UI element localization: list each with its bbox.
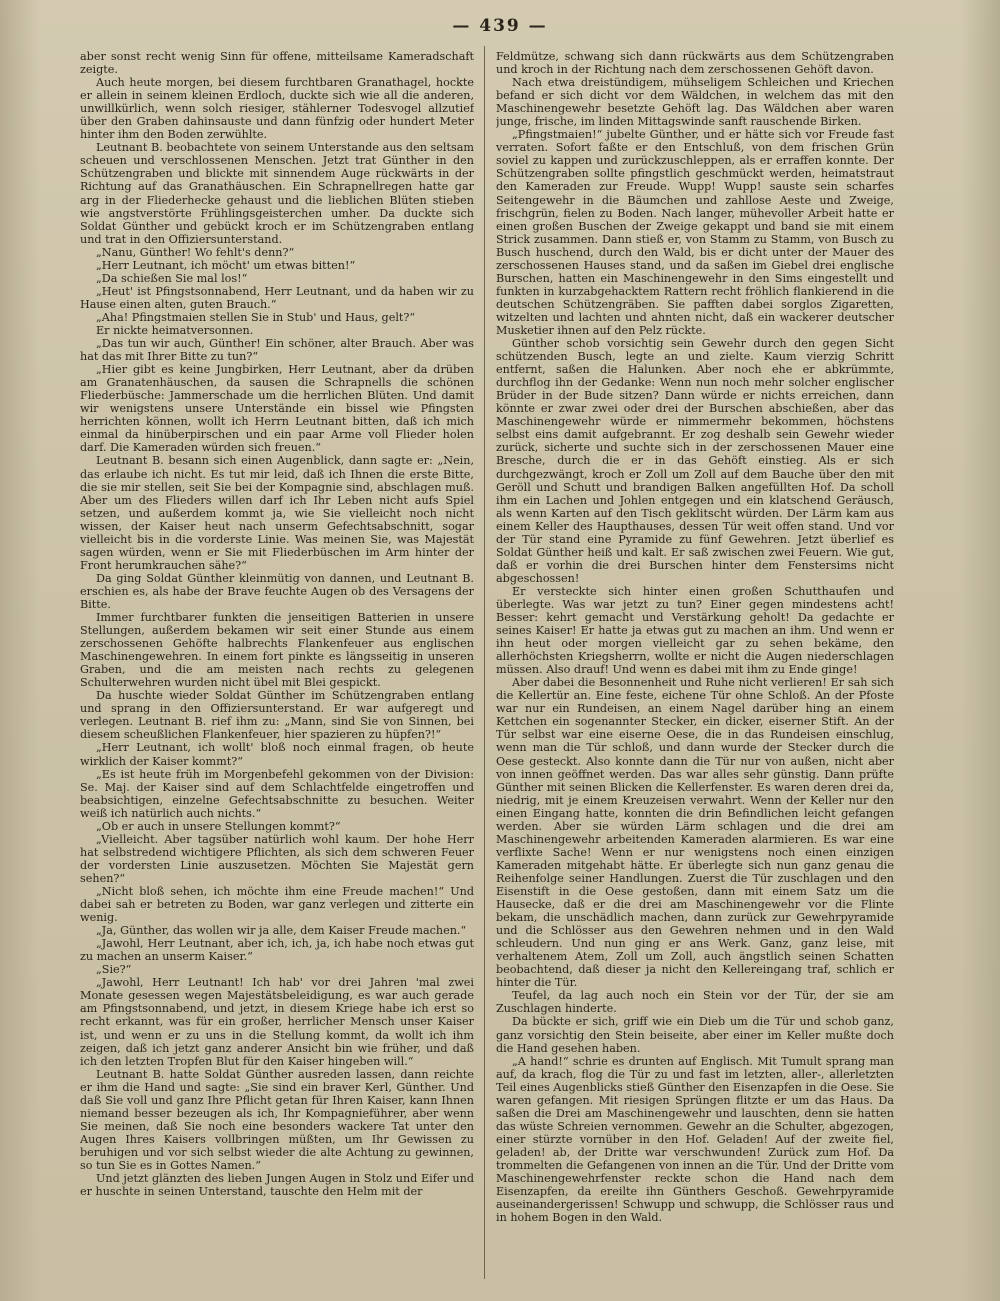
paragraph: „Ob er auch in unsere Stellungen kommt?“: [96, 819, 341, 833]
paragraph: Immer furchtbarer funkten die jenseitigen Batterien in unsere Stellungen, außerdem bekamen wir seit einer Stunde aus einem zerschossenen Gehöfte halbrechts Flankenfeuer aus englischen Maschinengewehren. In einem fort pinkte es längsseitig in unseren Graben, und die am meisten nach rechts zu gelegenen Schulterwehren wurden nicht übel mit Blei gespickt.: [80, 611, 474, 690]
column-divider: [484, 46, 485, 1279]
paragraph: Auch heute morgen, bei diesem furchtbaren Granathagel, hockte er allein in seinem kleinen Erdloch, duckte sich wie all die anderen, unwillkürlich, wenn solch riesiger, stählerner Todesvogel allzutief über den Graben dahinsauste und dann fünfzig oder hundert Meter hinter ihm den Boden zerwühlte.: [80, 76, 474, 142]
paragraph: Und jetzt glänzten des lieben Jungen Augen in Stolz und Eifer und er huschte in seinen Unterstand, tauschte den Helm mit der: [80, 1172, 474, 1199]
page-shadow-right: [960, 0, 1000, 1301]
paragraph: Aber dabei die Besonnenheit und Ruhe nicht verlieren! Er sah sich die Kellertür an. Eine feste, eichene Tür ohne Schloß. An der Pfoste war nur ein Rundeisen, an einem Nagel darüber hing an einem Kettchen ein sogenannter Stecker, ein dicker, eiserner Stift. An der Tür selbst war eine eiserne Oese, die in das Rundeisen einschlug, wenn man die Tür schloß, und dann wurde der Stecker durch die Oese gesteckt. Also konnte dann die Tür nur von außen, nicht aber von innen geöffnet werden. Das war alles sehr günstig. Dann prüfte Günther mit seinen Blicken die Kellerfenster. Es waren deren drei da, niedrig, mit je einem Kreuzeisen verwahrt. Wenn der Keller nur den einen Eingang hatte, konnten die drin Befindlichen leicht gefangen werden. Aber sie würden Lärm schlagen und die drei am Maschinengewehr arbeitenden Kameraden alarmieren. Es war eine verflixte Sache! Wenn er nur wenigstens noch einen einzigen Kameraden mitgehabt hätte. Er überlegte sich nun ganz genau die Reihenfolge seiner Handlungen. Zuerst die Tür zuschlagen und den Eisenstift in die Oese gestoßen, dann mit einem Satz um die Hausecke, daß er die drei am Maschinengewehr vor die Flinte bekam, die unschädlich machen, dann zurück zur Gewehrpyramide und die Schlösser aus den Gewehren nehmen und in den Wald schleudern. Und nun ging er ans Werk. Ganz, ganz leise, mit verhaltenem Atem, Zoll um Zoll, auch ängstlich seinen Schatten beobachtend, daß dieser ja nicht den Kellereingang traf, schlich er hinter die Tür.: [496, 676, 894, 990]
paragraph: „Jawohl, Herr Leutnant, aber ich, ich, ja, ich habe noch etwas gut zu machen an unserm Kaiser.“: [80, 937, 474, 964]
paragraph: „Es ist heute früh im Morgenbefehl gekommen von der Division: Se. Maj. der Kaiser sind auf dem Schlachtfelde eingetroffen und beabsichtigen, einzelne Gefechtsabschnitte zu besuchen. Weiter weiß ich natürlich auch nichts.“: [80, 767, 474, 820]
paragraph: Leutnant B. hatte Soldat Günther ausreden lassen, dann reichte er ihm die Hand und sagte: „Sie sind ein braver Kerl, Günther. Und daß Sie voll und ganz Ihre Pflicht getan für Ihren Kaiser, kann Ihnen niemand besser bezeugen als ich, Ihr Kompagnieführer, aber wenn Sie meinen, daß Sie noch eine besonders wackere Tat unter den Augen Ihres Kaisers vollbringen müßten, um Ihr Gewissen zu beruhigen und vor sich selbst wieder die alte Achtung zu gewinnen, so tun Sie es in Gottes Namen.“: [80, 1067, 474, 1172]
paragraph: „Aha! Pfingstmaien stellen Sie in Stub' und Haus, gelt?“: [96, 310, 416, 324]
paragraph: Teufel, da lag auch noch ein Stein vor der Tür, der sie am Zuschlagen hinderte.: [496, 989, 894, 1016]
paragraph: „Heut' ist Pfingstsonnabend, Herr Leutnant, und da haben wir zu Hause einen alten, guten Brauch.“: [80, 284, 474, 311]
paragraph: „Da schießen Sie mal los!“: [96, 271, 248, 285]
paragraph: „Das tun wir auch, Günther! Ein schöner, alter Brauch. Aber was hat das mit Ihrer Bitte zu tun?“: [80, 337, 474, 364]
paragraph: „Nanu, Günther! Wo fehlt's denn?“: [96, 245, 295, 259]
paragraph: „Herr Leutnant, ich wollt' bloß noch einmal fragen, ob heute wirklich der Kaiser kommt?“: [80, 741, 474, 768]
paragraph: Er nickte heimatversonnen.: [96, 323, 254, 337]
paragraph: Feldmütze, schwang sich dann rückwärts aus dem Schützengraben und kroch in der Richtung nach dem zerschossenen Gehöft davon.: [496, 50, 894, 77]
paragraph: „Ja, Günther, das wollen wir ja alle, dem Kaiser Freude machen.“: [96, 924, 467, 938]
right-column: [496, 50, 894, 1283]
paragraph: „Nicht bloß sehen, ich möchte ihm eine Freude machen!“ Und dabei sah er betreten zu Boden, war ganz verlegen und zitterte ein wenig.: [80, 885, 474, 925]
paragraph: Nach etwa dreistündigem, mühseligem Schleichen und Kriechen befand er sich dicht vor dem Wäldchen, in welchem das mit den Maschinengewehr besetzte Gehöft lag. Das Wäldchen aber waren junge, frische, im linden Mittagswinde sanft rauschende Birken.: [496, 76, 894, 129]
paragraph: „Hier gibt es keine Jungbirken, Herr Leutnant, aber da drüben am Granatenhäuschen, da sausen die Schrapnells die schönen Fliederbüsche: Jammerschade um die herrlichen Blüten. Und damit wir wenigstens unsere Unterstände ein bissel wie Pfingsten herrichten können, wollt ich Herrn Leutnant bitten, daß ich mich einmal da hinüberpirschen und ein paar Arme voll Flieder holen darf. Die Kameraden würden sich freuen.“: [80, 363, 474, 455]
paragraph: „Jawohl, Herr Leutnant! Ich hab' vor drei Jahren 'mal zwei Monate gesessen wegen Majestätsbeleidigung, es war auch gerade am Pfingstsonnabend, und jetzt, in diesem Kriege habe ich erst so recht erkannt, was für ein großer, herrlicher Mensch unser Kaiser ist, und wenn er zu uns in die Stellung kommt, da wollt ich ihm zeigen, daß ich jetzt ganz anderer Ansicht bin wie früher, und daß ich den letzten Tropfen Blut für den Kaiser hingeben will.“: [80, 976, 474, 1068]
paragraph: „Pfingstmaien!“ jubelte Günther, und er hätte sich vor Freude fast verraten. Sofort faßte er den Entschluß, von dem frischen Grün soviel zu kappen und zurückzuschleppen, als er erraffen konnte. Der Schützengraben sollte pfingstlich geschmückt werden, heimatstraut den Kameraden zur Freude. Wupp! Wupp! sauste sein scharfes Seitengewehr in die Bäumchen und zahllose Aeste und Zweige, frischgrün, fielen zu Boden. Nach langer, mühevoller Arbeit hatte er einen großen Buschen der Zweige gekappt und band sie mit einem Strick zusammen. Dann stieß er, von Stamm zu Stamm, von Busch zu Busch huschend, durch den Wald, bis er dicht unter der Mauer des zerschossenen Hauses stand, und da saßen im Giebel drei englische Burschen, hatten ein Maschinengewehr in den Sims eingestellt und funkten in kurzabgehacktem Rattern recht fröhlich flankierend in die deutschen Schützengräben. Sie pafften dabei sorglos Zigaretten, witzelten und lachten und ahnten nicht, daß ein wackerer deutscher Musketier ihnen auf den Pelz rückte.: [496, 128, 894, 337]
page-number: — 439 —: [452, 16, 548, 36]
paragraph: Leutnant B. besann sich einen Augenblick, dann sagte er: „Nein, das erlaube ich nicht. Es tut mir leid, daß ich Ihnen die erste Bitte, die sie mir stellen, seit Sie bei der Kompagnie sind, abschlagen muß. Aber um des Flieders willen darf ich Ihr Leben nicht aufs Spiel setzen, und außerdem kommt ja, wie Sie vielleicht noch nicht wissen, der Kaiser heut nach unserm Gefechtsabschnitt, sogar vielleicht bis in die vorderste Linie. Was meinen Sie, was Majestät sagen würden, wenn er Sie mit Fliederbüschen im Arm hinter der Front herumkrauchen sähe?“: [80, 454, 474, 572]
paragraph: Leutnant B. beobachtete von seinem Unterstande aus den seltsam scheuen und verschlossenen Menschen. Jetzt trat Günther in den Schützengraben und blickte mit sinnendem Auge rückwärts in der Richtung auf das Granathäuschen. Ein Schrapnellregen hatte gar arg in der Fliederhecke gehaust und die lieblichen Blüten stieben wie angstverstörte Frühlingsgeisterchen umher. Da duckte sich Soldat Günther und gebückt kroch er im Schützengraben entlang und trat in den Offiziersunterstand.: [80, 141, 474, 246]
paragraph: „Sie?“: [96, 963, 132, 977]
paragraph: „A hand!“ schrie es drunten auf Englisch. Mit Tumult sprang man auf, da krach, flog die Tür zu und fast im letzten, aller-, allerletzten Teil eines Augenblicks stieß Günther den Eisenzapfen in die Oese. Sie waren gefangen. Mit riesigen Sprüngen flitzte er um das Haus. Da saßen die Drei am Maschinengewehr und lauschten, denn sie hatten das wüste Schreien vernommen. Gewehr an die Schulter, abgezogen, einer stürzte vornüber in den Hof. Geladen! Auf der zweite fiel, geladen! ab, der Dritte war verschwunden! Zurück zum Hof. Da trommelten die Gefangenen von innen an die Tür. Und der Dritte vom Maschinengewehrfenster reckte schon die Hand nach dem Eisenzapfen, da ereilte ihn Günthers Geschoß. Gewehrpyramide auseinandergerissen! Schwupp und schwupp, die Schlösser raus und in hohem Bogen in den Wald.: [496, 1054, 894, 1225]
paragraph: Da huschte wieder Soldat Günther im Schützengraben entlang und sprang in den Offiziersunterstand. Er war aufgeregt und verlegen. Leutnant B. rief ihm zu: „Mann, sind Sie von Sinnen, bei diesem scheußlichen Flankenfeuer, hier spazieren zu hüpfen?!“: [80, 689, 474, 742]
paragraph: aber sonst recht wenig Sinn für offene, mitteilsame Kameradschaft zeigte.: [80, 50, 474, 77]
paragraph: Da bückte er sich, griff wie ein Dieb um die Tür und schob ganz, ganz vorsichtig den Stein beiseite, aber einer im Keller mußte doch die Hand gesehen haben.: [496, 1015, 894, 1055]
paragraph: „Vielleicht. Aber tagsüber natürlich wohl kaum. Der hohe Herr hat selbstredend wichtigere Pflichten, als sich dem schweren Feuer der vordersten Linie auszusetzen. Möchten Sie Majestät gern sehen?“: [80, 832, 474, 885]
left-column: [80, 50, 474, 1283]
page-shadow-left: [0, 0, 40, 1301]
paragraph: Er versteckte sich hinter einen großen Schutthaufen und überlegte. Was war jetzt zu tun? Einer gegen mindestens acht! Besser: kehrt gemacht und Verstärkung geholt! Da gedachte er seines Kaiser! Er hatte ja etwas gut zu machen an ihm. Und wenn er ihn heut oder morgen vielleicht gar zu sehen bekäme, den allerhöchsten Kriegsherrn, wollte er nicht die Augen niederschlagen müssen. Also drauf! Und wenn es dabei mit ihm zu Ende ginge!: [496, 584, 894, 677]
paragraph: „Herr Leutnant, ich möcht' um etwas bitten!“: [96, 258, 356, 272]
paragraph: Da ging Soldat Günther kleinmütig von dannen, und Leutnant B. erschien es, als habe der Brave feuchte Augen ob des Versagens der Bitte.: [80, 571, 474, 611]
paragraph: Günther schob vorsichtig sein Gewehr durch den gegen Sicht schützenden Busch, legte an und zielte. Kaum vierzig Schritt entfernt, saßen die Halunken. Aber noch ehe er abkrümmte, durchflog ihn der Gedanke: Wenn nun noch mehr solcher englischer Brüder in der Bude sitzen? Dann würde er nichts erreichen, dann könnte er zwar zwei oder drei der Burschen abschießen, aber das Maschinengewehr würde er nimmermehr bekommen, höchstens selbst eins damit aufgebrannt. Er zog deshalb sein Gewehr wieder zurück, sicherte und suchte sich in der zerschossenen Mauer eine Bresche, durch die er in das Gehöft einstieg. Als er sich durchgezwängt, kroch er Zoll um Zoll auf dem Bauche über den mit Geröll und Schutt und brandigen Balken angefüllten Hof. Da scholl ihm ein Lachen und Johlen entgegen und ein klatschend Geräusch, als wenn Karten auf den Tisch geklitscht würden. Der Lärm kam aus einem Keller des Haupthauses, dessen Tür weit offen stand. Und vor der Tür stand eine Pyramide zu fünf Gewehren. Jetzt überlief es Soldat Günther heiß und kalt. Er saß zwischen zwei Feuern. Wie gut, daß er vorhin die drei Burschen hinter dem Fenstersims nicht abgeschossen!: [496, 337, 894, 585]
